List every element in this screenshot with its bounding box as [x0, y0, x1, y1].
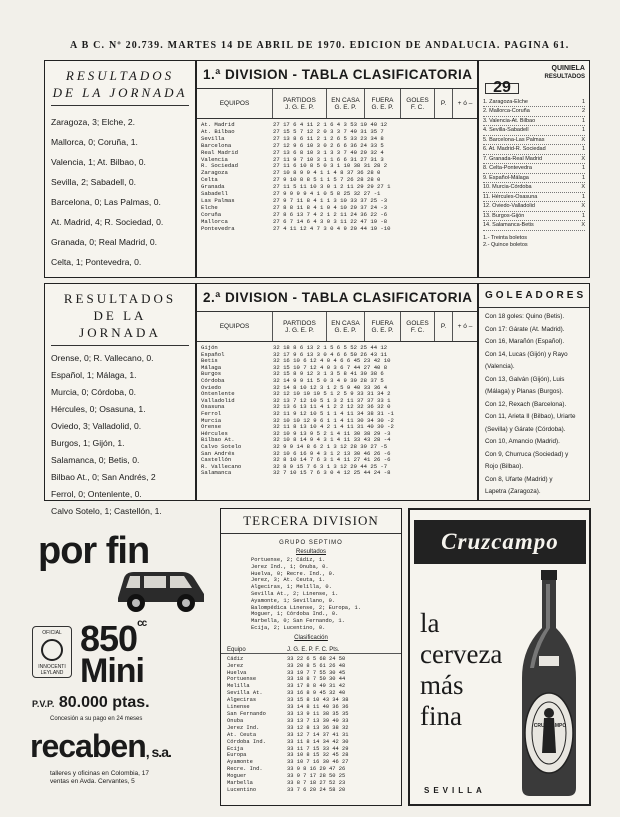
goleadores-title: GOLEADORES [479, 284, 589, 308]
goleador-line: (Sevilla) y Gárate (Córdoba). [485, 425, 566, 433]
tercera-table-body [221, 654, 401, 796]
page-masthead: A B C. Nº 20.739. MARTES 14 DE ABRIL DE 1970. EDICION DE ANDALUCIA. PAGINA 61. [70, 40, 570, 51]
innocenti-badge: OFICIAL INNOCENTI LEYLAND [32, 626, 72, 678]
table-row: Sabadell 27 9 9 9 9 4 1 0 5 8 25 32 27 -1 [201, 190, 381, 198]
quiniela-row: 12. Oviedo-Valladolid X [483, 202, 585, 212]
ad-price: P.V.P. 80.000 ptas. [32, 694, 150, 711]
col-puntos: P. [435, 312, 453, 341]
result-line: Bilbao At., 0; San Andrés, 2 [51, 472, 156, 482]
segunda-results-title: RESULTADOS DE LA JORNADA [51, 284, 189, 346]
quiniela-row: 4. Sevilla-Sabadell 1 [483, 126, 585, 136]
result-line: Mallorca, 0; Coruña, 1. [51, 137, 138, 147]
result-line: Sevilla, 2; Sabadell, 0. [51, 177, 137, 187]
table-row: San Andrés 32 10 6 16 9 4 3 1 2 13 30 46 26 -6 [201, 449, 391, 457]
col-partidos: PARTIDOS J. G. E. P. [273, 312, 327, 341]
table-row: Cádiz 33 22 6 5 68 24 50 [227, 655, 346, 662]
quiniela-row: 1. Zaragoza-Elche 1 [483, 98, 585, 108]
table-row: Celta 27 9 10 8 8 5 1 1 5 7 26 28 28 0 [201, 176, 381, 184]
quiniela-row: 8. Celta-Pontevedra 1 [483, 164, 585, 174]
table-row: At. Ceuta 33 12 7 14 37 41 31 [227, 731, 349, 738]
result-line: At. Madrid, 4; R. Sociedad, 0. [51, 217, 164, 227]
quiniela-row: 6. At. Madrid-R. Sociedad 1 [483, 145, 585, 155]
table-row: Lucentino 33 7 6 20 24 58 20 [227, 786, 346, 793]
beer-bottle-icon [514, 568, 584, 798]
col-mas-menos: + ó – [457, 100, 473, 107]
table-row: Granada 27 11 5 11 10 3 0 1 2 11 29 29 27 1 [201, 183, 391, 191]
table-row: Sevilla At. 33 16 8 9 45 32 40 [227, 690, 346, 697]
segunda-results-list [45, 346, 195, 520]
model-number: $850^{cc}$ [80, 618, 147, 659]
table-row: Melilla 33 17 8 8 49 31 42 [227, 683, 346, 690]
result-line: Ayamonte, 1; Sevillano, 0. [251, 597, 336, 604]
table-row: Europa 33 10 8 15 32 45 28 [227, 752, 349, 759]
col-partidos: PARTIDOS J. G. E. P. [273, 89, 327, 118]
result-line: Ferrol, 0; Ontenlente, 0. [51, 489, 142, 499]
col-fuera: FUERA G. E. P. [365, 89, 401, 118]
goleador-line: Con 8, Ufarte (Madrid) y [485, 475, 553, 483]
table-row: Las Palmas 27 9 7 11 8 4 1 1 3 10 33 37 25 -3 [201, 196, 388, 204]
table-row: Valladolid 32 13 7 12 10 5 1 3 2 11 37 37 33 1 [201, 396, 391, 404]
table-row: Betis 32 16 10 6 12 4 0 4 6 6 45 23 42 10 [201, 357, 391, 365]
table-row: Jerez Ind. 33 12 8 13 36 38 32 [227, 724, 349, 731]
table-row: Recre. Ind. 33 9 8 16 29 47 26 [227, 766, 346, 773]
tercera-title: TERCERA DIVISION [221, 509, 401, 534]
dealer-name: recaben, s.a. [30, 728, 171, 764]
table-row: Elche 27 8 8 11 8 4 1 0 4 10 29 37 24 -3 [201, 203, 388, 211]
table-row: Real Madrid 27 13 6 8 10 3 1 3 3 7 40 29 32 4 [201, 148, 384, 156]
result-line: Granada, 0; Real Madrid, 0. [51, 237, 158, 247]
table-row: Zaragoza 27 10 8 9 9 4 1 1 4 8 37 36 28 0 [201, 169, 381, 177]
result-line: Algeciras, 1; Melilla, 0. [251, 584, 332, 591]
table-row: Ayamonte 33 10 7 16 30 46 27 [227, 759, 349, 766]
goleador-line: Con 12, Rexach (Barcelona). [485, 400, 567, 408]
result-line: Murcia, 0; Córdoba, 0. [51, 387, 137, 397]
quiniela-box [478, 60, 590, 278]
table-row: Jerez 33 20 8 5 61 26 48 [227, 662, 346, 669]
goleadores-box [478, 283, 590, 501]
result-line: Ecija, 2; Lucentino, 0. [251, 624, 326, 631]
quiniela-row: 2. Mallorca-Coruña 2 [483, 107, 585, 117]
table-row: Osasuna 32 13 6 13 11 4 1 2 2 12 32 36 32 0 [201, 403, 391, 411]
cruzcampo-advertisement [408, 508, 591, 806]
result-line: Jerez, 3; At. Ceuta, 1. [251, 577, 326, 584]
result-line: Orense, 0; R. Vallecano, 0. [51, 353, 154, 363]
table-row: Salamanca 32 7 10 15 7 6 3 0 4 12 25 44 24 -8 [201, 469, 391, 477]
table-row: Onuba 33 13 7 13 39 40 33 [227, 717, 349, 724]
quiniela-row: 5. Barcelona-Las Palmas X [483, 136, 585, 146]
goleador-line: Con 9, Churruca (Sociedad) y [485, 450, 569, 458]
table-row: Linense 33 14 8 11 40 36 36 [227, 704, 349, 711]
result-line: Barcelona, 0; Las Palmas, 0. [51, 197, 161, 207]
cruzcampo-slogan: la cerveza más fina [420, 608, 503, 731]
tercera-results-list [221, 557, 401, 632]
col-puntos: P. [435, 89, 453, 118]
quiniela-row: 9. Español-Málaga 1 [483, 174, 585, 184]
result-line: Oviedo, 3; Valladolid, 0. [51, 421, 142, 431]
goleador-line: Lapetra (Zaragoza). [485, 488, 541, 495]
table-row: At. Madrid 27 17 6 4 11 2 1 6 4 3 53 19 40 12 [201, 121, 388, 128]
table-row: Moguer 33 9 7 17 28 50 25 [227, 773, 346, 780]
table-row: Ferrol 32 11 9 12 10 5 1 1 4 11 34 38 31 -1 [201, 409, 394, 417]
dealer-address: talleres y oficinas en Colombia, 17 ventas en Avda. Cervantes, 5 [50, 770, 149, 785]
table-row: Burgos 32 15 8 9 12 3 1 3 5 8 41 30 38 6 [201, 370, 384, 378]
table-row: Ecija 33 11 7 15 33 44 29 [227, 745, 349, 752]
cruzcampo-footer: SEVILLA [424, 786, 486, 795]
bottle-label-text: CRUZCAMPO [533, 723, 567, 729]
goleador-line: Con 16, Marañón (Español). [485, 338, 565, 345]
segunda-results-box [44, 283, 196, 516]
table-row: Bilbao At. 32 10 8 14 9 4 3 1 4 11 33 43 28 -4 [201, 436, 391, 444]
ad-headline: por fin [38, 530, 150, 572]
table-row: Córdoba 32 14 9 9 11 5 0 3 4 9 39 28 37 5 [201, 376, 384, 384]
tercera-division-box [220, 508, 402, 806]
quiniela-subheader: RESULTADOS [544, 74, 585, 80]
table-row: Valencia 27 11 9 7 10 3 1 1 6 6 31 27 31 3 [201, 155, 384, 163]
result-line: Valencia, 1; At. Bilbao, 0. [51, 157, 146, 167]
goleadores-list [479, 308, 589, 499]
col-goles: GOLES F. C. [401, 89, 435, 118]
result-line: Balompédica Linense, 2; Europa, 1. [251, 604, 361, 611]
table-row: Castellón 32 8 10 14 7 6 3 1 4 11 27 41 26 -6 [201, 456, 391, 464]
goleador-line: Con 10, Amancio (Madrid). [485, 438, 560, 445]
table-row: Málaga 32 15 10 7 12 4 0 3 6 7 44 27 40 8 [201, 363, 388, 371]
tercera-resultados-label: Resultados [295, 549, 327, 555]
tercera-grupo: GRUPO SEPTIMO [279, 540, 343, 546]
segunda-table-body [197, 342, 477, 480]
primera-results-box [44, 60, 196, 278]
table-row: Calvo Sotelo 32 9 9 14 8 6 2 1 3 12 28 39 27 -5 [201, 442, 388, 450]
quiniela-row: 7. Granada-Real Madrid X [483, 155, 585, 165]
table-row: Mallorca 27 6 7 14 6 4 3 0 3 11 22 47 19 -8 [201, 217, 388, 225]
table-row: Gijón 32 18 8 6 13 2 1 5 6 5 52 25 44 12 [201, 344, 388, 351]
goleador-line: Con 17: Gárate (At. Madrid). [485, 325, 565, 333]
quiniela-row: 14. Salamanca-Betis X [483, 221, 585, 231]
result-line: Jerez Ind., 1; Onuba, 0. [251, 563, 329, 570]
model-name: Mini [80, 652, 144, 690]
goleador-line: Con 13, Galván (Gijón), Luis [485, 375, 565, 383]
table-row: Barcelona 27 12 9 6 10 3 0 2 6 6 36 24 33 5 [201, 141, 384, 149]
quiniela-header: QUINIELA [551, 65, 585, 72]
table-row: Marbella 33 8 7 18 27 52 23 [227, 780, 346, 787]
credit-note: Concesión a su pago en 24 meses [50, 716, 143, 722]
result-line: Hércules, 0; Osasuna, 1. [51, 404, 146, 414]
goleador-line: (Valencia). [485, 363, 515, 370]
quiniela-jornada: 29 [485, 83, 519, 94]
quiniela-row: 13. Burgos-Gijón 1 [483, 212, 585, 222]
cruzcampo-logo: Cruzcampo [414, 520, 586, 564]
goleador-line: Rojo (Bilbao). [485, 463, 524, 470]
result-line: Sevilla At., 2; Linense, 1. [251, 590, 339, 597]
result-line: Portuense, 2; Cádiz, 1. [251, 557, 326, 563]
goleador-line: Con 18 goles: Quino (Betis). [485, 313, 565, 320]
quiniela-row: 11. Hércules-Osasuna 1 [483, 193, 585, 203]
table-row: At. Bilbao 27 15 5 7 12 2 0 3 3 7 49 31 35 7 [201, 127, 384, 135]
col-equipos: EQUIPOS [197, 89, 273, 118]
goleador-line: Con 11, Arieta II (Bilbao), Uriarte [485, 413, 576, 420]
primera-results-title: RESULTADOS DE LA JORNADA [51, 61, 189, 106]
table-row: Algeciras 33 15 8 10 43 34 38 [227, 697, 349, 704]
result-line: Calvo Sotelo, 1; Castellón, 1. [51, 506, 162, 516]
result-line: Salamanca, 0; Betis, 0. [51, 455, 140, 465]
primera-table-box [196, 60, 478, 278]
table-row: Murcia 32 10 10 12 9 6 1 1 4 11 30 34 30 -2 [201, 416, 394, 424]
quiniela-row: 3. Valencia-At. Bilbao 1 [483, 117, 585, 127]
tercera-clasificacion-label: Clasificación [294, 634, 328, 641]
col-goles: GOLES F. C. [401, 312, 435, 341]
goleador-line: (Málaga) y Planas (Burgos). [485, 388, 564, 395]
primera-table-header [197, 89, 477, 119]
table-row: Español 32 17 9 6 13 3 0 4 6 6 50 26 43 11 [201, 350, 388, 358]
table-row: Sevilla 27 13 8 6 11 2 1 2 6 5 33 23 34 8 [201, 134, 384, 142]
col-fuera: FUERA G. E. P. [365, 312, 401, 341]
table-row: Córdoba Ind. 33 11 8 14 34 42 30 [227, 738, 349, 745]
quiniela [479, 61, 589, 253]
primera-results-list [45, 106, 195, 272]
table-row: Ontenlente 32 12 10 10 10 5 1 2 5 9 33 31 34 2 [201, 390, 391, 398]
tercera-table-header: Equipo J. G. E. P. F. C. Pts. [221, 647, 401, 654]
innocenti-logo-icon [41, 639, 63, 661]
quiniela-footer: 1.- Treinta boletos 2.- Quince boletos [483, 234, 528, 248]
table-row: San Fernando 33 13 9 11 38 35 35 [227, 711, 349, 718]
table-row: Orense 32 11 8 13 10 4 2 1 4 11 31 40 30 -2 [201, 423, 394, 431]
table-row: Oviedo 32 14 8 10 12 3 1 2 5 9 40 33 36 4 [201, 383, 388, 391]
segunda-table-box [196, 283, 478, 501]
table-row: R. Vallecano 32 8 9 15 7 6 3 1 3 12 29 44 25 -7 [201, 462, 388, 470]
col-mas-menos: + ó – [457, 323, 473, 330]
table-row: R. Sociedad 27 11 6 10 8 5 0 3 1 10 38 31 28 2 [201, 162, 388, 170]
segunda-table-title: 2.ª DIVISION - TABLA CLASIFICATORIA [197, 284, 477, 312]
primera-table-body [197, 119, 477, 236]
mini-car-illustration [110, 560, 210, 615]
goleador-line: Con 14, Lucas (Gijón) y Rayo [485, 350, 568, 358]
table-row: Huelva 33 19 7 7 55 30 45 [227, 669, 346, 676]
table-row: Portuense 33 18 8 7 50 30 44 [227, 676, 346, 683]
segunda-table-header [197, 312, 477, 342]
col-en-casa: EN CASA G. E. P. [327, 312, 365, 341]
result-line: Español, 1; Málaga, 1. [51, 370, 137, 380]
result-line: Moguer, 1; Córdoba Ind., 0. [251, 611, 339, 618]
result-line: Huelva, 0; Recre. Ind., 0. [251, 570, 336, 577]
primera-table-title: 1.ª DIVISION - TABLA CLASIFICATORIA [197, 61, 477, 89]
table-row: Hércules 32 10 9 13 9 5 2 1 4 11 30 38 29 -3 [201, 429, 391, 437]
result-line: Marbella, 0; San Fernando, 1. [251, 618, 345, 625]
table-row: Pontevedra 27 4 11 12 4 7 3 0 4 9 20 44 19 -10 [201, 224, 391, 232]
result-line: Celta, 1; Pontevedra, 0. [51, 257, 142, 267]
result-line: Zaragoza, 3; Elche, 2. [51, 117, 136, 127]
col-en-casa: EN CASA G. E. P. [327, 89, 365, 118]
mini-850-advertisement [30, 530, 220, 810]
col-equipos: EQUIPOS [197, 312, 273, 341]
result-line: Burgos, 1; Gijón, 1. [51, 438, 125, 448]
table-row: Coruña 27 8 6 13 7 4 2 1 2 11 24 36 22 -6 [201, 210, 388, 218]
quiniela-row: 10. Murcia-Córdoba X [483, 183, 585, 193]
